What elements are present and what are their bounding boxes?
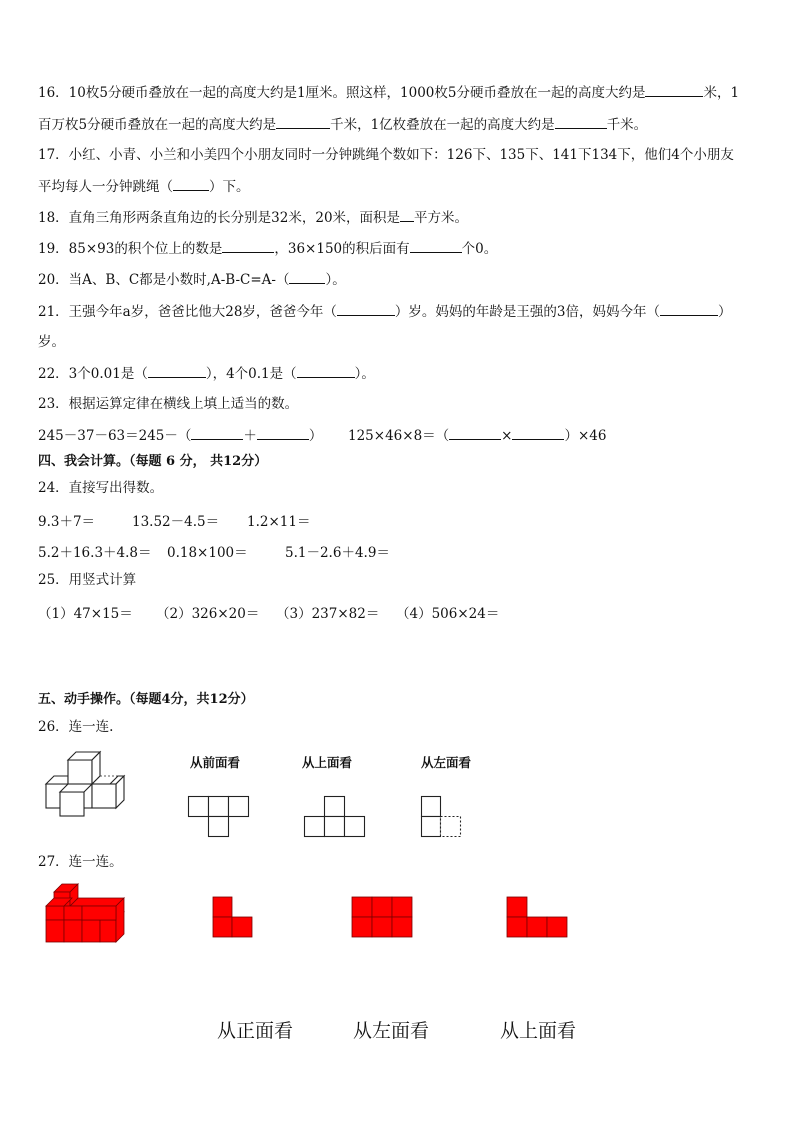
q23-left-blank-2[interactable] [257,426,309,440]
question-23-title [38,395,298,413]
question-21-line1 [38,302,732,321]
question-26-title: 26．连一连. [38,719,114,735]
q18-text-b: 平方米。 [414,210,469,226]
q23-right-times: × [501,428,513,444]
q16-blank-1[interactable] [645,83,703,97]
q26-view-label-front: 从前面看 [190,755,241,770]
q21-blank-2[interactable] [660,302,718,316]
question-17-line1 [38,146,734,164]
q22-text-a: 22．3个0.01是（ [38,366,148,382]
q21-text-d: 岁。 [38,334,65,350]
question-27-title: 27．连一连。 [38,854,123,870]
q26-view-label-left: 从左面看 [421,755,472,770]
question-23-left-expression [38,426,322,445]
q23-right-end: ）×46 [564,428,607,444]
q16-text-a: 16．10枚5分硬币叠放在一起的高度大约是1厘米。照这样，1000枚5分硬币叠放在一起的高度大约是 [38,85,646,101]
q19-text-c: 个0。 [461,241,498,257]
q21-text-c: ） [718,304,732,320]
q27-red-shape-2 [351,896,413,940]
q24-item: 5.1－2.6＋4.9＝ [285,545,390,561]
q17-blank[interactable] [173,177,209,191]
q23-right-blank-2[interactable] [512,426,564,440]
q20-text-b: ）。 [325,272,346,288]
q23-text-a: 23．根据运算定律在横线上填上适当的数。 [38,396,299,412]
q23-right-blank-1[interactable] [449,426,501,440]
q25-item: （2）326×20＝ [156,606,260,622]
q24-item: 9.3＋7＝ [38,514,96,530]
q19-text-a: 19．85×93的积个位上的数是 [38,241,223,257]
q20-blank[interactable] [289,270,325,284]
q24-item: 1.2×11＝ [247,514,311,530]
question-24-title: 24．直接写出得数。 [38,480,164,496]
q27-red-shape-1 [212,896,256,940]
question-25-title: 25．用竖式计算 [38,572,137,588]
q16-text-c: 百万枚5分硬币叠放在一起的高度大约是 [38,117,277,133]
q26-view-shape-3 [421,796,465,840]
q26-cube-solid-drawing [40,750,140,830]
question-20 [38,270,346,289]
q22-text-b: ），4个0.1是（ [205,366,297,382]
q16-blank-3[interactable] [555,115,607,129]
q27-label-left: 从左面看 [353,1020,430,1042]
q18-text-a: 18．直角三角形两条直角边的长分别是32米，20米，面积是 [38,210,401,226]
q24-item: 5.2＋16.3＋4.8＝ [38,545,152,561]
q24-item: 0.18×100＝ [167,545,248,561]
q25-item: （1）47×15＝ [38,606,133,622]
question-23-right-expression [348,426,606,445]
q23-left-blank-1[interactable] [191,426,243,440]
question-19 [38,239,497,258]
question-18 [38,208,468,227]
q16-text-d: 千米，1亿枚叠放在一起的高度大约是 [330,117,555,133]
q19-blank-2[interactable] [410,239,462,253]
q17-text-b: 平均每人一分钟跳绳（ [38,179,173,195]
q23-left-end: ） [308,428,323,444]
question-17-line2 [38,177,250,196]
q26-view-shape-1 [188,796,250,840]
q25-item: （3）237×82＝ [276,606,380,622]
q26-view-label-top: 从上面看 [302,755,353,770]
q21-blank-1[interactable] [337,302,395,316]
q16-blank-2[interactable] [276,115,330,129]
question-16-line1 [38,83,739,102]
q21-text-b: ）岁。妈妈的年龄是王强的3倍，妈妈今年（ [394,304,660,320]
q21-text-a: 21．王强今年a岁，爸爸比他大28岁，爸爸今年（ [38,304,337,320]
q16-text-b: 米，1 [703,85,740,101]
q19-blank-1[interactable] [222,239,274,253]
section-5-heading: 五、动手操作。（每题4分，共12分） [38,692,254,707]
q25-item: （4）506×24＝ [396,606,500,622]
q18-blank[interactable] [400,208,414,222]
question-21-line2 [38,333,65,351]
question-16-line2 [38,115,647,134]
q26-view-shape-2 [304,796,366,840]
q17-text-c: ）下。 [209,179,250,195]
q24-item: 13.52－4.5＝ [132,514,220,530]
q27-label-top: 从上面看 [500,1020,577,1042]
q17-text-a: 17．小红、小青、小兰和小美四个小朋友同时一分钟跳绳个数如下：126下、135下、141下134下，他们4个小朋友 [38,147,734,163]
q22-text-c: ）。 [354,366,375,382]
q27-red-solid-drawing [46,884,128,948]
q27-label-front: 从正面看 [217,1020,294,1042]
q23-left-text: 245－37－63＝245－（ [38,428,192,444]
q23-right-text: 125×46×8＝（ [348,428,450,444]
question-22 [38,364,375,383]
section-4-heading: 四、我会计算。（每题 6 分， 共12分） [38,454,268,469]
q23-left-plus: ＋ [243,428,257,444]
q22-blank-2[interactable] [297,364,355,378]
q20-text-a: 20．当A、B、C都是小数时,A-B-C=A-（ [38,272,290,288]
q19-text-b: ，36×150的积后面有 [274,241,410,257]
q22-blank-1[interactable] [148,364,206,378]
q16-text-e: 千米。 [606,117,648,133]
q27-red-shape-3 [506,896,568,940]
